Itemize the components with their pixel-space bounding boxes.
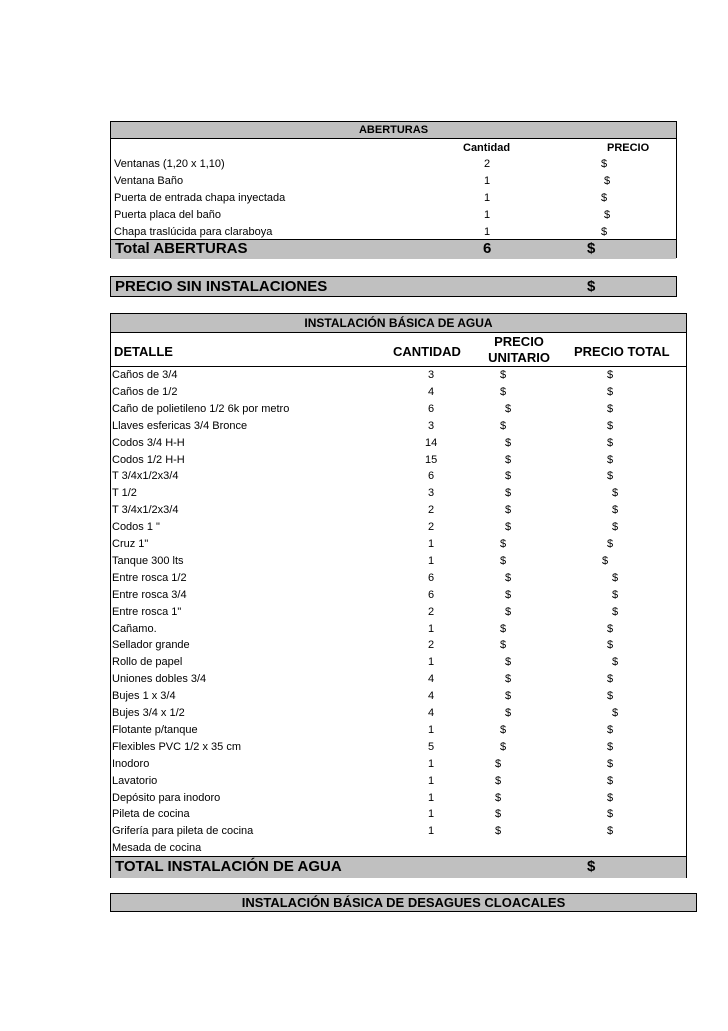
agua-item-label: Caño de polietileno 1/2 6k por metro bbox=[112, 402, 290, 415]
precio-sin-instalaciones-price: $ bbox=[587, 278, 596, 295]
agua-row bbox=[111, 519, 686, 536]
agua-item-label: Grifería para pileta de cocina bbox=[112, 825, 254, 838]
agua-item-unit-price: $ bbox=[500, 538, 507, 550]
agua-item-qty: 1 bbox=[428, 808, 435, 821]
agua-item-qty: 4 bbox=[428, 673, 435, 686]
precio-sin-instalaciones-row bbox=[110, 276, 677, 297]
agua-col-precio-total: PRECIO TOTAL bbox=[574, 344, 670, 359]
agua-total-price: $ bbox=[587, 858, 596, 875]
agua-row bbox=[111, 621, 686, 638]
agua-item-unit-price: $ bbox=[505, 470, 512, 483]
aberturas-row bbox=[111, 173, 676, 190]
agua-item-total-price: $ bbox=[612, 504, 619, 517]
agua-item-total-price: $ bbox=[607, 453, 614, 466]
agua-item-qty: 1 bbox=[428, 774, 435, 787]
agua-item-total-price: $ bbox=[612, 588, 619, 601]
aberturas-item-qty: 1 bbox=[484, 175, 491, 187]
agua-row bbox=[111, 553, 686, 570]
agua-item-label: Flexibles PVC 1/2 x 35 cm bbox=[112, 740, 241, 753]
agua-item-label: Flotante p/tanque bbox=[112, 723, 198, 736]
agua-item-total-price: $ bbox=[607, 690, 614, 703]
agua-item-qty: 2 bbox=[428, 504, 435, 517]
agua-item-unit-price: $ bbox=[505, 504, 512, 517]
agua-item-qty: 1 bbox=[428, 554, 435, 567]
agua-item-qty: 1 bbox=[428, 622, 435, 635]
agua-item-label: Depósito para inodoro bbox=[112, 791, 221, 804]
agua-row bbox=[111, 468, 686, 485]
aberturas-item-qty: 2 bbox=[484, 158, 491, 170]
agua-item-unit-price: $ bbox=[505, 690, 512, 703]
agua-row bbox=[111, 773, 686, 790]
aberturas-col-precio: PRECIO bbox=[607, 142, 650, 154]
agua-item-unit-price: $ bbox=[505, 571, 512, 584]
aberturas-item-label: Puerta placa del baño bbox=[114, 209, 222, 221]
aberturas-title: ABERTURAS bbox=[110, 121, 677, 139]
precio-sin-instalaciones-label: PRECIO SIN INSTALACIONES bbox=[115, 278, 328, 295]
aberturas-item-label: Ventana Baño bbox=[114, 175, 184, 187]
agua-item-unit-price: $ bbox=[495, 808, 502, 821]
aberturas-col-cantidad: Cantidad bbox=[463, 142, 511, 154]
agua-item-label: T 3/4x1/2x3/4 bbox=[112, 504, 179, 517]
agua-item-label: Entre rosca 1/2 bbox=[112, 571, 187, 584]
agua-item-total-price: $ bbox=[607, 470, 614, 483]
agua-item-label: Uniones dobles 3/4 bbox=[112, 673, 207, 686]
agua-item-total-price: $ bbox=[612, 487, 619, 500]
agua-row bbox=[111, 587, 686, 604]
agua-item-unit-price: $ bbox=[505, 487, 512, 500]
agua-item-total-price: $ bbox=[607, 622, 614, 635]
agua-item-label: Mesada de cocina bbox=[112, 842, 202, 855]
agua-item-unit-price: $ bbox=[500, 369, 507, 381]
agua-item-unit-price: $ bbox=[505, 605, 512, 618]
agua-item-unit-price: $ bbox=[505, 436, 512, 449]
agua-item-qty: 6 bbox=[428, 470, 435, 483]
agua-item-label: Cruz 1" bbox=[112, 538, 149, 550]
aberturas-total-qty: 6 bbox=[483, 240, 492, 257]
agua-item-total-price: $ bbox=[607, 757, 614, 770]
agua-item-total-price: $ bbox=[612, 521, 619, 534]
agua-row bbox=[111, 452, 686, 469]
agua-item-total-price: $ bbox=[607, 723, 614, 736]
agua-item-unit-price: $ bbox=[500, 740, 507, 753]
agua-row bbox=[111, 739, 686, 756]
agua-item-total-price: $ bbox=[607, 791, 614, 804]
agua-row bbox=[111, 418, 686, 435]
agua-item-qty: 4 bbox=[428, 385, 435, 398]
agua-item-qty: 1 bbox=[428, 791, 435, 804]
agua-row bbox=[111, 705, 686, 722]
agua-col-detalle: DETALLE bbox=[114, 344, 173, 359]
agua-table bbox=[110, 313, 687, 878]
agua-item-qty: 4 bbox=[428, 707, 435, 719]
agua-item-total-price: $ bbox=[607, 538, 614, 550]
agua-row bbox=[111, 637, 686, 654]
agua-item-unit-price: $ bbox=[495, 825, 502, 838]
aberturas-item-price: $ bbox=[601, 226, 608, 238]
agua-item-qty: 1 bbox=[428, 656, 435, 669]
agua-item-qty: 3 bbox=[428, 369, 435, 381]
agua-row bbox=[111, 401, 686, 418]
agua-item-label: Codos 1/2 H-H bbox=[112, 453, 185, 466]
agua-row bbox=[111, 384, 686, 401]
agua-row bbox=[111, 806, 686, 823]
agua-item-total-price: $ bbox=[607, 774, 614, 787]
agua-item-unit-price: $ bbox=[505, 453, 512, 466]
agua-item-qty: 6 bbox=[428, 571, 435, 584]
agua-row bbox=[111, 790, 686, 807]
agua-item-unit-price: $ bbox=[500, 622, 507, 635]
agua-item-label: Entre rosca 1" bbox=[112, 605, 182, 618]
aberturas-row bbox=[111, 207, 676, 224]
agua-item-label: Codos 3/4 H-H bbox=[112, 436, 185, 449]
agua-row bbox=[111, 688, 686, 705]
aberturas-total-price: $ bbox=[587, 240, 596, 257]
agua-item-qty: 1 bbox=[428, 825, 435, 838]
agua-total-row bbox=[111, 856, 686, 878]
agua-item-unit-price: $ bbox=[505, 521, 512, 534]
agua-item-qty: 1 bbox=[428, 538, 435, 550]
agua-row bbox=[111, 367, 686, 384]
agua-item-unit-price: $ bbox=[505, 707, 512, 719]
agua-item-qty: 5 bbox=[428, 740, 435, 753]
agua-item-unit-price: $ bbox=[500, 554, 507, 567]
agua-item-qty: 3 bbox=[428, 487, 435, 500]
agua-item-unit-price: $ bbox=[505, 656, 512, 669]
agua-row bbox=[111, 570, 686, 587]
agua-item-total-price: $ bbox=[607, 673, 614, 686]
agua-item-label: Pileta de cocina bbox=[112, 808, 190, 821]
agua-item-label: Lavatorio bbox=[112, 774, 158, 787]
agua-item-qty: 2 bbox=[428, 521, 435, 534]
agua-item-unit-price: $ bbox=[505, 402, 512, 415]
agua-row bbox=[111, 536, 686, 553]
agua-item-total-price: $ bbox=[607, 369, 614, 381]
agua-item-label: T 1/2 bbox=[112, 487, 137, 500]
agua-item-unit-price: $ bbox=[495, 774, 502, 787]
agua-item-qty: 6 bbox=[428, 402, 435, 415]
agua-row bbox=[111, 756, 686, 773]
agua-item-total-price: $ bbox=[612, 605, 619, 618]
agua-item-label: T 3/4x1/2x3/4 bbox=[112, 470, 179, 483]
agua-row bbox=[111, 435, 686, 452]
aberturas-rows bbox=[111, 156, 676, 241]
aberturas-total-row bbox=[111, 239, 676, 259]
agua-item-total-price: $ bbox=[607, 639, 614, 652]
agua-item-qty: 1 bbox=[428, 723, 435, 736]
agua-item-label: Codos 1 " bbox=[112, 521, 160, 534]
aberturas-item-price: $ bbox=[604, 209, 611, 221]
aberturas-item-price: $ bbox=[604, 175, 611, 187]
agua-item-total-price: $ bbox=[602, 554, 609, 567]
agua-rows bbox=[111, 367, 686, 857]
agua-item-qty: 4 bbox=[428, 690, 435, 703]
desagues-title: INSTALACIÓN BÁSICA DE DESAGUES CLOACALES bbox=[110, 893, 697, 912]
agua-item-total-price: $ bbox=[607, 436, 614, 449]
agua-row bbox=[111, 654, 686, 671]
agua-row bbox=[111, 722, 686, 739]
agua-item-total-price: $ bbox=[607, 385, 614, 398]
aberturas-item-label: Ventanas (1,20 x 1,10) bbox=[114, 158, 225, 170]
agua-item-qty: 2 bbox=[428, 639, 435, 652]
agua-item-label: Caños de 1/2 bbox=[112, 385, 178, 398]
aberturas-row bbox=[111, 190, 676, 207]
agua-row bbox=[111, 502, 686, 519]
agua-item-unit-price: $ bbox=[495, 757, 502, 770]
aberturas-item-qty: 1 bbox=[484, 209, 491, 221]
agua-item-unit-price: $ bbox=[500, 419, 507, 432]
agua-item-label: Bujes 1 x 3/4 bbox=[112, 690, 176, 703]
agua-row bbox=[111, 671, 686, 688]
agua-item-total-price: $ bbox=[612, 707, 619, 719]
agua-item-unit-price: $ bbox=[495, 791, 502, 804]
agua-item-qty: 15 bbox=[425, 453, 438, 466]
agua-item-total-price: $ bbox=[607, 808, 614, 821]
aberturas-item-label: Puerta de entrada chapa inyectada bbox=[114, 192, 286, 204]
agua-item-label: Rollo de papel bbox=[112, 656, 183, 669]
agua-item-unit-price: $ bbox=[500, 385, 507, 398]
agua-item-qty: 2 bbox=[428, 605, 435, 618]
agua-item-label: Inodoro bbox=[112, 757, 150, 770]
agua-title: INSTALACIÓN BÁSICA DE AGUA bbox=[110, 313, 687, 333]
agua-item-label: Entre rosca 3/4 bbox=[112, 588, 187, 601]
agua-item-label: Sellador grande bbox=[112, 639, 190, 652]
agua-col-cantidad: CANTIDAD bbox=[393, 344, 461, 359]
agua-item-total-price: $ bbox=[607, 402, 614, 415]
agua-item-total-price: $ bbox=[612, 571, 619, 584]
aberturas-total-label: Total ABERTURAS bbox=[115, 240, 248, 257]
agua-row bbox=[111, 604, 686, 621]
agua-item-unit-price: $ bbox=[500, 639, 507, 652]
agua-col-precio-unitario: PRECIO UNITARIO bbox=[488, 334, 550, 365]
agua-item-total-price: $ bbox=[607, 740, 614, 753]
agua-item-qty: 1 bbox=[428, 757, 435, 770]
agua-item-qty: 3 bbox=[428, 419, 435, 432]
aberturas-item-label: Chapa traslúcida para claraboya bbox=[114, 226, 273, 238]
aberturas-table bbox=[110, 121, 677, 258]
agua-item-unit-price: $ bbox=[500, 723, 507, 736]
agua-item-label: Llaves esfericas 3/4 Bronce bbox=[112, 419, 248, 432]
agua-item-label: Caños de 3/4 bbox=[112, 369, 178, 381]
aberturas-item-price: $ bbox=[601, 158, 608, 170]
agua-item-unit-price: $ bbox=[505, 588, 512, 601]
aberturas-item-qty: 1 bbox=[484, 226, 491, 238]
agua-item-label: Bujes 3/4 x 1/2 bbox=[112, 707, 185, 719]
aberturas-row bbox=[111, 156, 676, 173]
agua-item-total-price: $ bbox=[607, 419, 614, 432]
aberturas-item-qty: 1 bbox=[484, 192, 491, 204]
aberturas-item-price: $ bbox=[601, 192, 608, 204]
agua-item-total-price: $ bbox=[607, 825, 614, 838]
agua-row bbox=[111, 823, 686, 840]
agua-item-label: Tanque 300 lts bbox=[112, 554, 184, 567]
agua-item-qty: 14 bbox=[425, 436, 438, 449]
agua-item-label: Cañamo. bbox=[112, 622, 157, 635]
agua-item-qty: 6 bbox=[428, 588, 435, 601]
agua-total-label: TOTAL INSTALACIÓN DE AGUA bbox=[115, 858, 342, 875]
agua-item-total-price: $ bbox=[612, 656, 619, 669]
agua-row bbox=[111, 840, 686, 857]
agua-row bbox=[111, 485, 686, 502]
agua-item-unit-price: $ bbox=[505, 673, 512, 686]
